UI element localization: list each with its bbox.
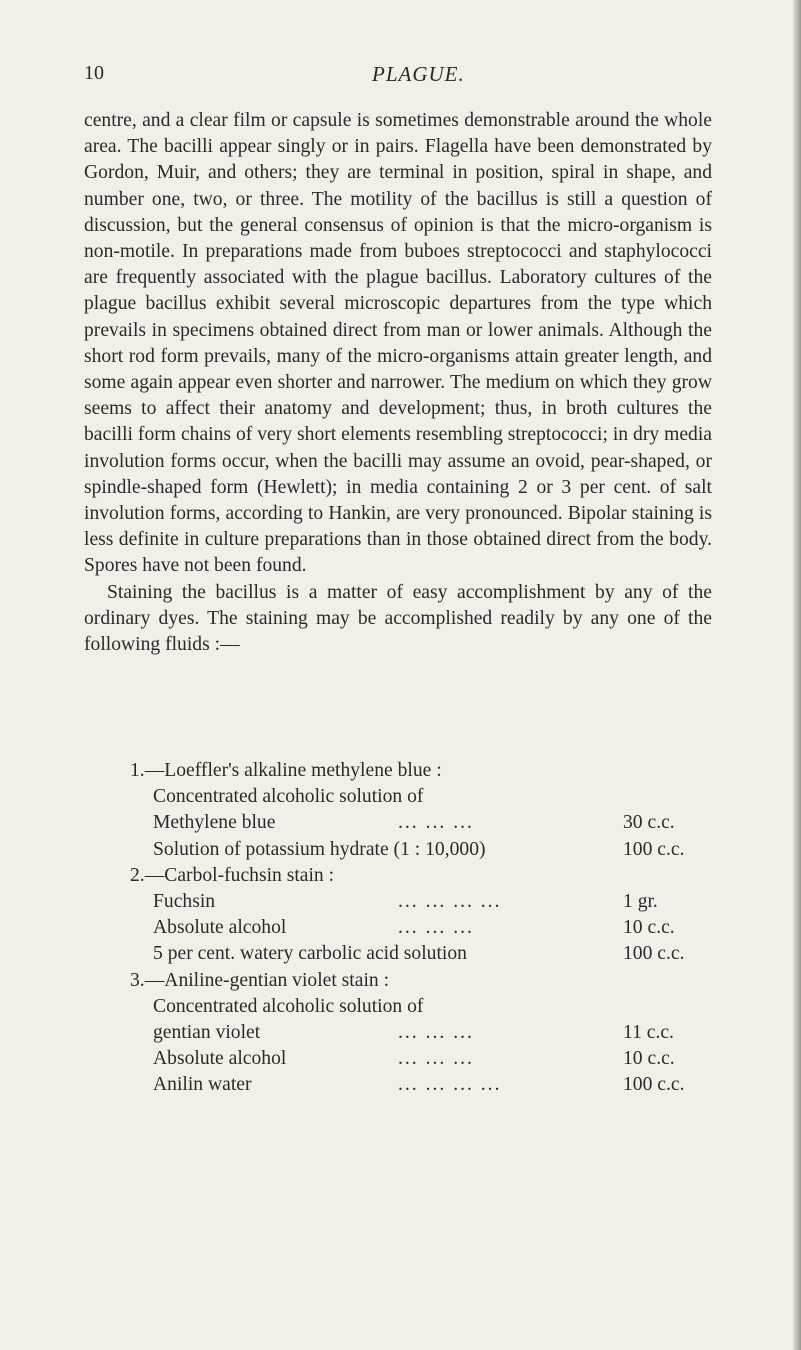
ingredient-line [153,1074,740,1100]
ingredient-line [153,891,740,917]
leader-dots: ... ... ... [398,1021,474,1043]
page-number: 10 [84,62,104,84]
ingredient-name: Solution of potassium hydrate (1 : 10,000) [153,838,486,860]
running-title: PLAGUE. [372,62,465,86]
running-header [0,62,801,92]
ingredient-line [153,1022,740,1048]
ingredient-line [153,996,740,1022]
ingredient-amount: 30 c.c. [623,812,675,834]
ingredient-line [153,1048,740,1074]
ingredient-name: gentian violet [153,1021,261,1043]
ingredient-line [153,917,740,943]
ingredient-name: Absolute alcohol [153,917,287,939]
ingredient-amount: 11 c.c. [623,1021,674,1043]
paragraph: centre, and a clear film or capsule is sometimes demonstrable around the whole area. The bacilli appear singly or in pairs. Flagella have been demonstrated by Gordon, Muir, and others; they are terminal in position, spiral in shape, and number one, two, or three. The motility of the bacillus is still a question of discussion, but the general consensus of opinion is that the micro-organism is non-motile. In preparations made from buboes streptococci and staphylococci are frequently associated with the plague bacillus. Laboratory cultures of the plague bacillus exhibit several microscopic departures from the type which prevails in specimens obtained direct from man or lower animals. Although the short rod form prevails, many of the micro-organisms attain greater length, and some again appear even shorter and narrower. The medium on which they grow seems to affect their anatomy and development; thus, in broth cultures the bacilli form chains of very short elements resembling streptococci; in dry media involution forms occur, when the bacilli may assume an ovoid, pear-shaped, or spindle-shaped form (Hewlett); in media containing 2 or 3 per cent. of salt involution forms, according to Hankin, are very pronounced. Bipolar staining is less definite in culture preparations than in those obtained direct from the body. Spores have not been found. [84,110,712,577]
leader-dots: ... ... ... [398,812,474,834]
ingredient-name: Fuchsin [153,890,216,912]
stain-title: 1.—Loeffler's alkaline methylene blue : [130,760,442,781]
ingredient-amount: 100 c.c. [623,943,685,965]
ingredient-amount: 100 c.c. [623,1074,685,1096]
ingredient-name: Concentrated alcoholic solution of [153,786,424,808]
body-text [84,108,712,658]
ingredient-line [153,943,740,969]
leader-dots: ... ... ... ... [398,1074,502,1096]
leader-dots: ... ... ... ... [398,890,502,912]
ingredient-name: Anilin water [153,1074,252,1096]
ingredient-amount: 1 gr. [623,890,658,912]
page-edge-shadow [793,0,801,1350]
paragraph: Staining the bacillus is a matter of easy accomplishment by any of the ordinary dyes. The staining may be accomplished readily by any one of the following fluids :— [84,581,712,656]
ingredient-name: 5 per cent. watery carbolic acid solution [153,943,467,965]
stain-title: 2.—Carbol-fuchsin stain : [130,864,335,886]
stain-recipes [130,760,740,1100]
ingredient-name: Methylene blue [153,812,276,834]
ingredient-line [153,812,740,838]
ingredient-amount: 10 c.c. [623,1048,675,1070]
stain-title: 3.—Aniline-gentian violet stain : [130,969,390,991]
ingredient-amount: 10 c.c. [623,917,675,939]
ingredient-name: Concentrated alcoholic solution of [153,995,424,1017]
ingredient-line [153,839,740,865]
ingredient-amount: 100 c.c. [623,838,685,860]
ingredient-line [153,786,740,812]
leader-dots: ... ... ... [398,917,474,939]
leader-dots: ... ... ... [398,1048,474,1070]
ingredient-name: Absolute alcohol [153,1048,287,1070]
